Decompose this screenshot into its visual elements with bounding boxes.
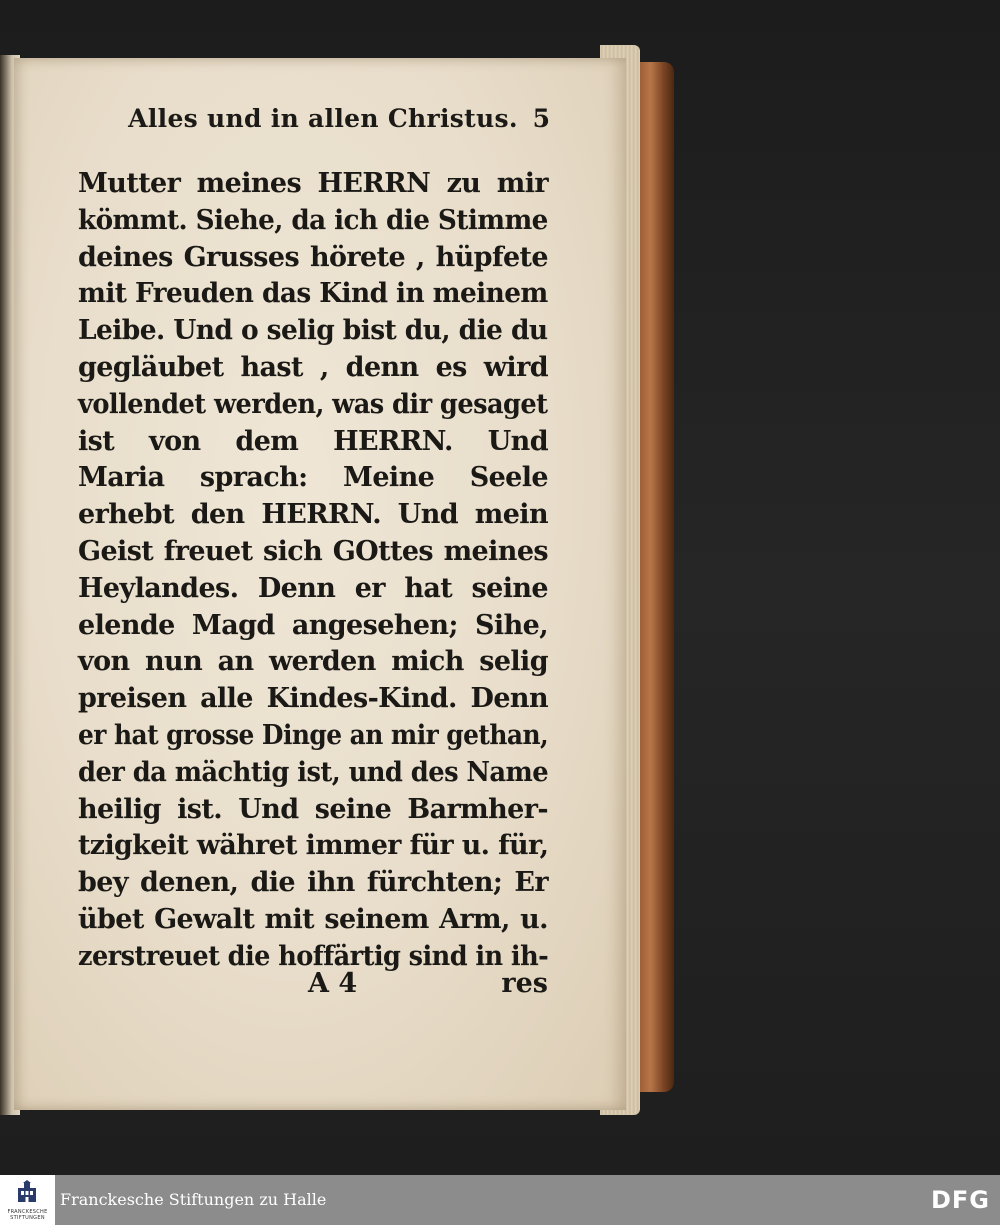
- text-line: Leibe. Und o selig bist du, die du: [78, 315, 548, 347]
- orphanage-building-icon: [15, 1180, 39, 1208]
- text-line: übet Gewalt mit seinem Arm, u.: [78, 903, 548, 935]
- text-line: elende Magd angesehen; Sihe,: [78, 609, 548, 641]
- page-footer: [78, 968, 548, 1006]
- text-line: vollendet werden, was dir gesaget: [78, 388, 548, 420]
- text-line: der da mächtig ist, und des Name: [78, 756, 549, 788]
- dfg-logo[interactable]: DFG: [930, 1186, 990, 1214]
- institution-logo[interactable]: [0, 1175, 55, 1225]
- text-line: preisen alle Kindes-Kind. Denn: [78, 683, 548, 715]
- text-line: zerstreuet die hoffärtig sind in ih-: [78, 940, 549, 972]
- text-line: bey denen, die ihn fürchten; Er: [78, 867, 548, 899]
- text-line: kömmt. Siehe, da ich die Stimme: [78, 204, 548, 236]
- text-line: von nun an werden mich selig: [78, 646, 548, 678]
- text-line: mit Freuden das Kind in meinem: [78, 278, 548, 310]
- running-head: [120, 98, 550, 138]
- text-line: erhebt den HERRN. Und mein: [78, 499, 548, 531]
- body-text: [78, 166, 548, 976]
- text-line: deines Grusses hörete , hüpfete: [78, 241, 548, 273]
- signature-mark: A 4: [308, 968, 358, 999]
- text-line: Geist freuet sich GOttes meines: [78, 535, 548, 567]
- footer-bar: [0, 1175, 1000, 1225]
- page-number: 5: [532, 103, 550, 133]
- text-line: er hat grosse Dinge an mir gethan,: [78, 719, 549, 751]
- text-line: Mutter meines HERRN zu mir: [78, 168, 548, 199]
- text-line: heilig ist. Und seine Barmher-: [78, 793, 548, 825]
- text-line: ist von dem HERRN. Und: [78, 425, 548, 457]
- running-head-title: Alles und in allen Christus.: [128, 103, 518, 133]
- institution-name[interactable]: Franckesche Stiftungen zu Halle: [60, 1190, 327, 1209]
- text-line: Heylandes. Denn er hat seine: [78, 572, 548, 604]
- text-line: gegläubet hast , denn es wird: [78, 351, 548, 383]
- catchword: res: [501, 968, 548, 999]
- logo-caption: FRANCKESCHE STIFTUNGEN: [7, 1209, 48, 1221]
- text-line: Maria sprach: Meine Seele: [78, 462, 548, 494]
- text-line: tzigkeit währet immer für u. für,: [78, 830, 549, 862]
